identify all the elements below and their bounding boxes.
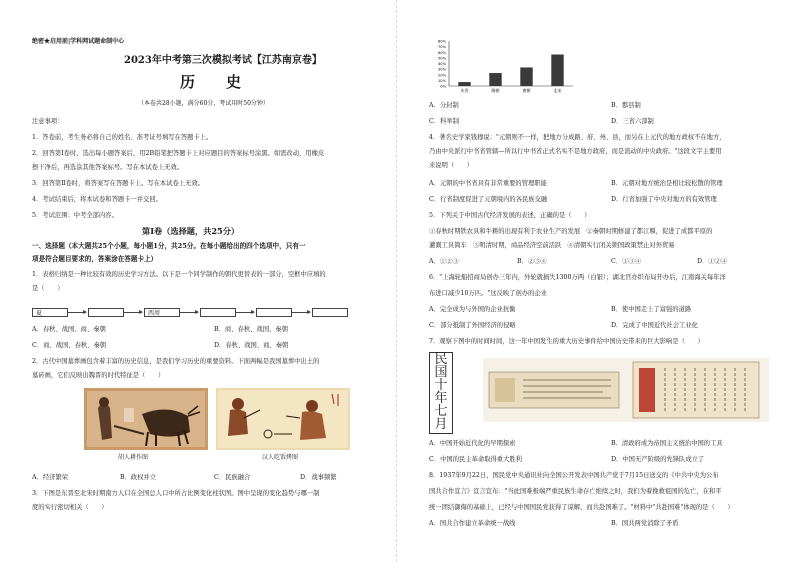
q2-option-a: A．经济繁荣 — [32, 474, 69, 481]
q6-line-2: 布进口减少10万匹。"这反映了创办的企业 — [429, 290, 547, 297]
dynasty-box-2 — [88, 308, 124, 317]
section-heading-cont: 项是符合题目要求的，答案涂在答题卡上） — [32, 255, 158, 263]
q1-option-d: D．春秋、战国、商、秦朝 — [214, 342, 289, 349]
q5-option-a: A．①②③ — [429, 258, 459, 265]
q3-option-d: D．三省六部制 — [611, 118, 654, 125]
section-heading: 一、选择题（本大题共25个小题，每小题1分，共25分。在每小题给出的四个选项中，只有一 — [32, 242, 306, 250]
note-1: 1．答卷前，考生务必将自己的姓名、准考证号填写在答题卡上。 — [32, 134, 213, 141]
y-tick-label: 10% — [438, 78, 446, 83]
y-tick-label: 30% — [438, 67, 446, 72]
note-2-cont: 擦干净后，再选涂其他答案标号。写在本试卷上无效。 — [32, 164, 184, 171]
q1-option-b: B．商、春秋、战国、秦朝 — [214, 326, 288, 333]
q4-option-b: B．元朝对地方统治是相比较松散的管理 — [611, 180, 723, 187]
q3-stem: 3．下图是东晋至北宋时期南方人口在全国总人口中所占比例变化柱状图。图中呈现的变化趋势与哪一制 — [32, 490, 320, 497]
q2-option-c: C．民族融合 — [214, 474, 251, 481]
dynasty-box-4 — [200, 308, 236, 317]
q8-option-b: B．国共两党消除了矛盾 — [611, 520, 679, 527]
q3-stem-cont: 度的实行密切相关（ ） — [32, 504, 108, 511]
q8-line-2: 国共合作宣言》宣言宣布："当此国难极端严重民族生命存亡绝续之时，我们为着挽救祖国的危亡，在和平 — [429, 488, 722, 495]
arrow-right-icon — [236, 312, 254, 313]
note-4: 4．考试结束后，将本试卷和答题卡一并交回。 — [32, 196, 162, 203]
q4-line-3: 来说明（ ） — [429, 162, 474, 169]
dining-brick-painting — [216, 388, 350, 450]
bar-北宋 — [551, 55, 563, 87]
historical-document-photo — [483, 358, 769, 422]
q5-option-b: B．②③④ — [517, 258, 547, 265]
subject-title: 历 史 — [180, 73, 250, 91]
q4-line-1: 4．著名史学家钱穆说："元朝则不一样，把地方分成路、府、州、县，而另在上元代的地方政权不在地方， — [429, 134, 726, 141]
date-char: 民 — [434, 352, 448, 367]
dynasty-box-6 — [312, 308, 348, 317]
q5-items-cont: 灌溉工具简车 ③明清时期，商品经济空前活跃 ④清朝实行闭关锁国政策禁止对外贸易 — [429, 242, 675, 249]
q2-stem: 2．古代中国墓葬画包含着丰富的历史信息，是我们学习历史的重要资料。下面两幅是我国墓葬中出土的 — [32, 358, 320, 365]
q4-option-d: D．行省加强了中央对地方的有效管理 — [611, 196, 717, 203]
q7-option-a: A．中国开始近代化的早期探索 — [429, 440, 516, 447]
q7-option-d: D．中国无产阶级的先锋队成立了 — [611, 456, 705, 463]
secret-label: 绝密★启用前|学科网试题命制中心 — [32, 38, 125, 45]
arrow-right-icon — [180, 312, 198, 313]
y-tick-label: 60% — [438, 50, 446, 55]
q5-option-d: D．①②④ — [697, 258, 728, 265]
population-bar-chart — [427, 38, 577, 96]
dynasty-box-1: 夏 — [32, 308, 68, 317]
y-tick-label: 0% — [440, 84, 446, 89]
right-page — [397, 0, 794, 562]
caption-dining: 汉人吃饭烤图 — [262, 454, 299, 461]
q2-option-b: B．政权并立 — [120, 474, 157, 481]
q6-option-c: C．部分抵制了外国经济的侵略 — [429, 322, 516, 329]
q4-option-c: C．行省制度促进了元朝境内的各民族交融 — [429, 196, 548, 203]
q6-option-b: B．使中国走上了富强的道路 — [611, 306, 692, 313]
y-tick-label: 40% — [438, 62, 446, 66]
dynasty-box-5 — [256, 308, 292, 317]
q7-option-c: C．中国的民主革命取得重大胜利 — [429, 456, 522, 463]
y-tick-label: 50% — [438, 56, 446, 61]
bar-唐朝 — [520, 67, 532, 86]
q3-option-a: A．分封制 — [429, 102, 459, 109]
q5-items: ①春秋时期铁农具和牛耕的出现有利于农业生产的发展 ②秦朝时期修建了都江堰，促进了成都平原的 — [429, 228, 713, 235]
q1-option-a: A．春秋、战国、商、秦朝 — [32, 326, 106, 333]
x-tick-label: 唐朝 — [522, 88, 531, 93]
arrow-right-icon — [124, 312, 142, 313]
x-tick-label: 北宋 — [553, 88, 562, 93]
exam-info: （本卷共28小题，满分60分，考试用时50分钟） — [138, 100, 269, 107]
q6-line-1: 6．"上海轮船招商局创办三年内，外轮就损失1300万两（白银）；湖北官办织布局开办后，江南海关每年洋 — [429, 274, 726, 281]
q8-option-a: A．国共合作建立革命统一战线 — [429, 520, 516, 527]
date-char: 十 — [434, 378, 448, 393]
note-3: 3．回答第Ⅱ卷时，将答案写在答题卡上。写在本试卷上无效。 — [32, 180, 205, 187]
date-char: 国 — [434, 365, 448, 380]
q8-line-3: 统一团结御侮的基础上，已经与中国国民党获得了谅解，而共赴国难了。"材料中"共赴国难"体现的是（ ） — [429, 504, 734, 511]
q1-stem-cont: 是（ ） — [32, 285, 64, 292]
q1-stem: 1．表格归纳是一种比较有效的历史学习方法。以下是一个同学制作的朝代更替表的一部分，空框中应填的 — [32, 271, 326, 278]
note-2: 2．回答第Ⅰ卷时，选出每小题答案后，用2B铅笔把答题卡上对应题目的答案标号涂黑。如需改动，用橡皮 — [32, 150, 325, 157]
part1-heading: 第Ⅰ卷（选择题，共25分） — [142, 226, 240, 236]
date-char: 年 — [434, 391, 448, 406]
dynasty-box-3: 西周 — [144, 308, 180, 317]
arrow-right-icon — [292, 312, 310, 313]
q4-line-2: 乃由中央派行中书省管辖—所以行中书省正式名实不是地方政府，而是流动的中央政府。"这段文字主要用 — [429, 148, 722, 155]
bar-隋朝 — [489, 73, 501, 86]
q4-option-a: A．元朝的中书省具有非常重要的管理职能 — [429, 180, 547, 187]
q1-option-c: C．商、战国、春秋、秦朝 — [32, 342, 107, 349]
q3-option-c: C．科举制 — [429, 118, 460, 125]
q6-option-d: D．完成了中国近代社会工业化 — [611, 322, 698, 329]
exam-title: 2023年中考第三次模拟考试【江苏南京卷】 — [124, 55, 322, 66]
q5-stem: 5．下列关于中国古代经济发展的表述，正确的是（ ） — [429, 212, 591, 219]
q7-option-b: B．清政府成为帝国主义统治中国的工具 — [611, 440, 723, 447]
y-tick-label: 80% — [438, 39, 446, 44]
y-tick-label: 70% — [438, 45, 446, 50]
x-tick-label: 东晋 — [460, 88, 469, 93]
farming-brick-painting — [84, 388, 208, 450]
notes-heading: 注意事项： — [32, 118, 64, 125]
y-tick-label: 20% — [438, 73, 446, 78]
q8-line-1: 8．1937年9月22日，国民党中央通讯社向全国公开发表中国共产党于7月15日送交的《中共中央为公布 — [429, 472, 719, 479]
q5-option-c: C．①③④ — [611, 258, 642, 265]
q2-stem-cont: 墓砖画，它们反映出魏晋的时代特征是（ ） — [32, 372, 165, 379]
q2-option-d: D．战事频繁 — [300, 474, 337, 481]
date-char: 七 — [434, 404, 448, 419]
q3-option-b: B．郡县制 — [611, 102, 641, 109]
x-tick-label: 隋朝 — [491, 88, 500, 93]
date-char: 月 — [434, 417, 448, 432]
q6-option-a: A．完全成为与外国的企业抗衡 — [429, 306, 516, 313]
note-5: 5．考试范围：中考全部内容。 — [32, 212, 118, 219]
date-vertical-box — [429, 352, 453, 434]
caption-farming: 胡人耕作图 — [118, 454, 149, 461]
bar-东晋 — [458, 82, 470, 86]
arrow-right-icon — [68, 312, 86, 313]
q7-stem: 7．观察下图中的时间时间，这一年中国发生的重大历史事件给中国历史带来的巨大影响是（ ） — [429, 338, 704, 345]
